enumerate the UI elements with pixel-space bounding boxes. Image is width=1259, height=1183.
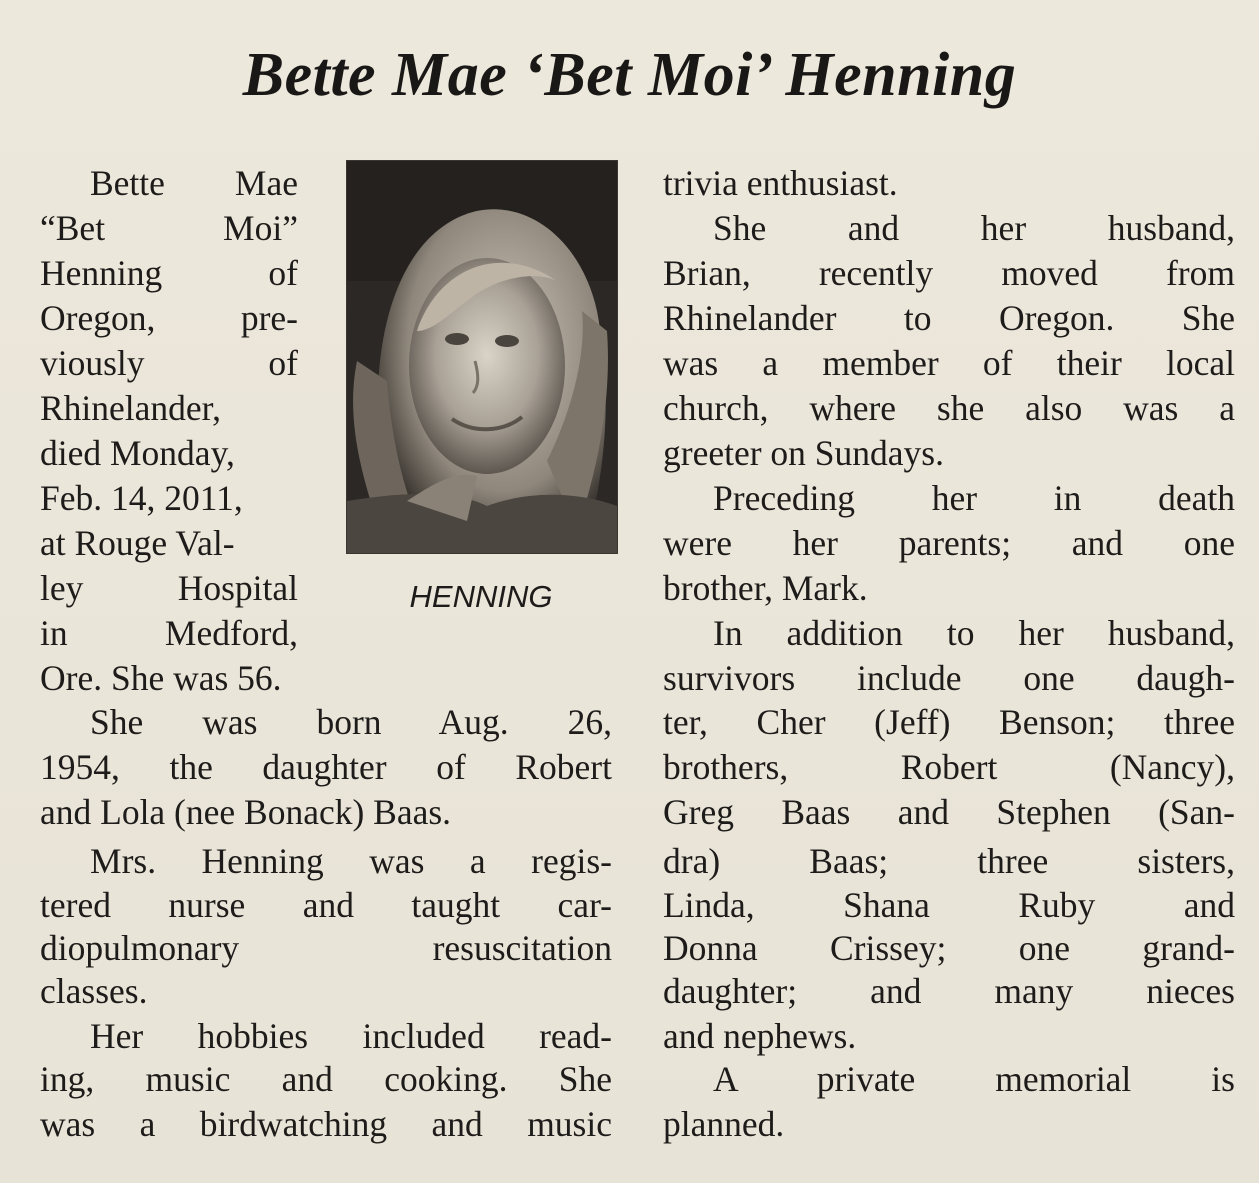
left-column-line: was a birdwatching and music (40, 1104, 612, 1144)
right-column-line: brother, Mark. (663, 568, 868, 608)
right-column-line: ter, Cher (Jeff) Benson; three (663, 702, 1235, 742)
right-column-line: Linda, Shana Ruby and (663, 885, 1235, 925)
left-column-line: 1954, the daughter of Robert (40, 747, 612, 787)
left-column-line: viously of (40, 343, 298, 383)
right-column-line: survivors include one daugh- (663, 658, 1235, 698)
right-column-line: Preceding her in death (713, 478, 1235, 518)
left-column-line: Mrs. Henning was a regis- (90, 841, 612, 881)
right-column-line: trivia enthusiast. (663, 163, 898, 203)
left-column-line: tered nurse and taught car- (40, 885, 612, 925)
left-column-line: in Medford, (40, 613, 298, 653)
portrait-image (347, 161, 617, 553)
left-column-line: and Lola (nee Bonack) Baas. (40, 792, 452, 832)
left-column-line: Bette Mae (90, 163, 298, 203)
left-column-line: Henning of (40, 253, 298, 293)
right-column-line: In addition to her husband, (713, 613, 1235, 653)
left-column-line: “Bet Moi” (40, 208, 298, 248)
left-column-line: diopulmonary resuscitation (40, 928, 612, 968)
right-column-line: brothers, Robert (Nancy), (663, 747, 1235, 787)
left-column-line: classes. (40, 971, 148, 1011)
right-column-line: Greg Baas and Stephen (San- (663, 792, 1235, 832)
photo-caption: HENNING (409, 579, 553, 614)
left-column-line: She was born Aug. 26, (90, 702, 612, 742)
right-column-line: A private memorial is (713, 1059, 1235, 1099)
right-column-line: church, where she also was a (663, 388, 1235, 428)
left-column-line: ing, music and cooking. She (40, 1059, 612, 1099)
right-column-line: planned. (663, 1104, 785, 1144)
right-column-line: She and her husband, (713, 208, 1235, 248)
right-column-line: Rhinelander to Oregon. She (663, 298, 1235, 338)
left-column-line: Feb. 14, 2011, (40, 478, 243, 518)
right-column-line: greeter on Sundays. (663, 433, 944, 473)
left-column-line: Oregon, pre- (40, 298, 298, 338)
right-column-line: were her parents; and one (663, 523, 1235, 563)
right-column-line: daughter; and many nieces (663, 971, 1235, 1011)
right-column-line: was a member of their local (663, 343, 1235, 383)
left-column-line: Her hobbies included read- (90, 1016, 612, 1056)
right-column-line: Donna Crissey; one grand- (663, 928, 1235, 968)
left-column-line: died Monday, (40, 433, 235, 473)
left-column-line: Rhinelander, (40, 388, 221, 428)
left-column-line: at Rouge Val- (40, 523, 235, 563)
obituary-title: Bette Mae ‘Bet Moi’ Henning (242, 41, 1017, 109)
portrait-photo (346, 160, 618, 554)
right-column-line: dra) Baas; three sisters, (663, 841, 1235, 881)
right-column-line: Brian, recently moved from (663, 253, 1235, 293)
left-column-line: ley Hospital (40, 568, 298, 608)
right-column-line: and nephews. (663, 1016, 857, 1056)
left-column-line: Ore. She was 56. (40, 658, 282, 698)
